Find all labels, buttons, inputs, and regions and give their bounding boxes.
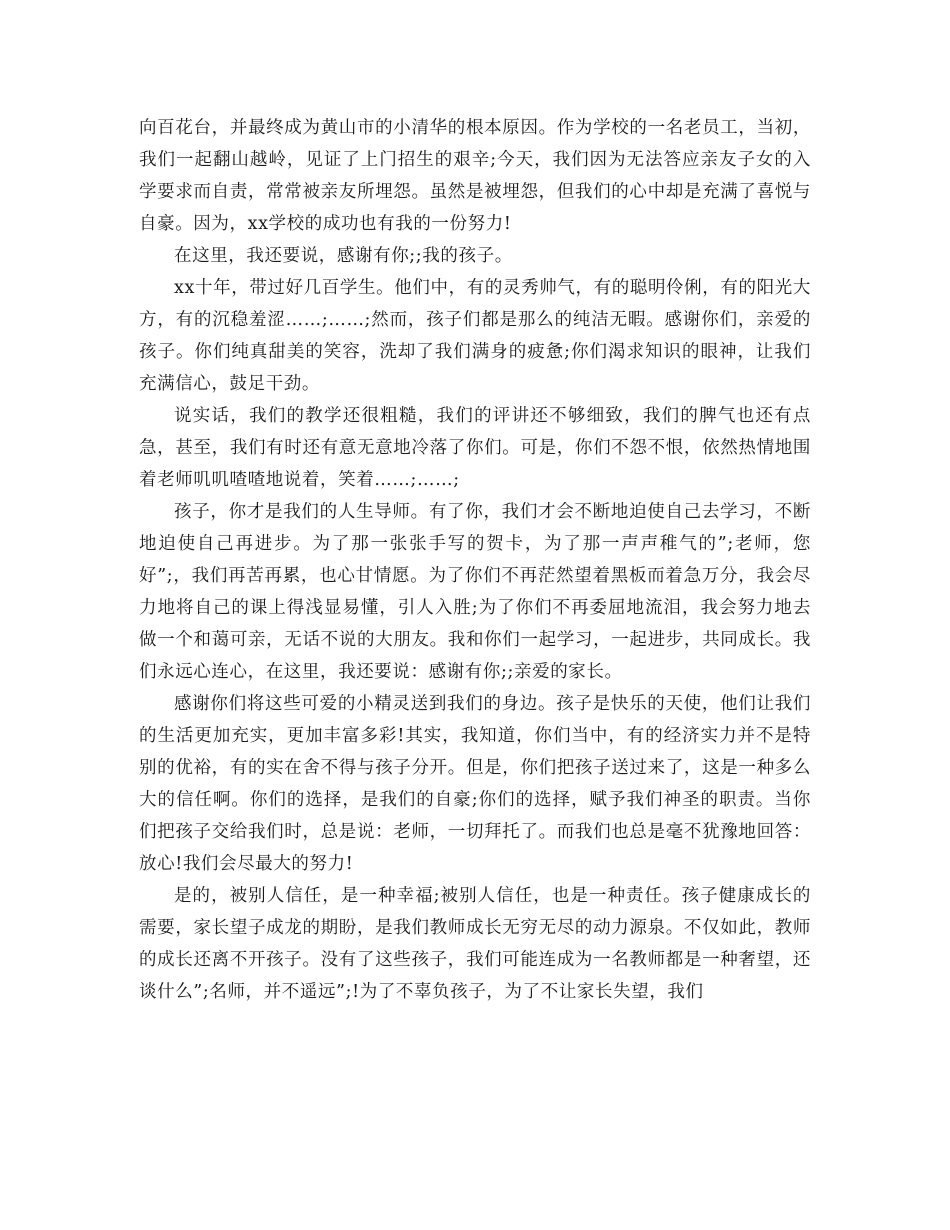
paragraph-7: 是的，被别人信任，是一种幸福;被别人信任，也是一种责任。孩子健康成长的需要，家长望子成龙的期盼，是我们教师成长无穷无尽的动力源泉。不仅如此，教师的成长还离不开孩子。没有了这些孩子，我们可能连成为一名教师都是一种奢望，还谈什么”;名师，并不遥远”;!为了不辜负孩子，为了不让家长失望，我们: [139, 886, 811, 1002]
paragraph-3: xx十年，带过好几百学生。他们中，有的灵秀帅气，有的聪明伶俐，有的阳光大方，有的沉稳羞涩……;……;然而，孩子们都是那么的纯洁无暇。感谢你们，亲爱的孩子。你们纯真甜美的笑容，洗却了我们满身的疲惫;你们渴求知识的眼神，让我们充满信心，鼓足干劲。: [139, 278, 811, 394]
paragraph-6: 感谢你们将这些可爱的小精灵送到我们的身边。孩子是快乐的天使，他们让我们的生活更加充实，更加丰富多彩!其实，我知道，你们当中，有的经济实力并不是特别的优裕，有的实在舍不得与孩子分开。但是，你们把孩子送过来了，这是一种多么大的信任啊。你们的选择，是我们的自豪;你们的选择，赋予我们神圣的职责。当你们把孩子交给我们时，总是说：老师，一切拜托了。而我们也总是毫不犹豫地回答：放心!我们会尽最大的努力!: [139, 694, 811, 874]
document-body: [139, 112, 811, 1008]
paragraph-1: 向百花台，并最终成为黄山市的小清华的根本原因。作为学校的一名老员工，当初，我们一起翻山越岭，见证了上门招生的艰辛;今天，我们因为无法答应亲友子女的入学要求而自责，常常被亲友所埋怨。虽然是被埋怨，但我们的心中却是充满了喜悦与自豪。因为，xx学校的成功也有我的一份努力!: [139, 118, 811, 234]
paragraph-2: 在这里，我还要说，感谢有你;;我的孩子。: [174, 246, 513, 266]
paragraph-4: 说实话，我们的教学还很粗糙，我们的评讲还不够细致，我们的脾气也还有点急，甚至，我们有时还有意无意地冷落了你们。可是，你们不怨不恨，依然热情地围着老师叽叽喳喳地说着，笑着……;……;: [139, 406, 811, 490]
paragraph-5: 孩子，你才是我们的人生导师。有了你，我们才会不断地迫使自己去学习，不断地迫使自己再进步。为了那一张张手写的贺卡，为了那一声声稚气的”;老师，您好”;，我们再苦再累，也心甘情愿。为了你们不再茫然望着黑板而着急万分，我会尽力地将自己的课上得浅显易懂，引人入胜;为了你们不再委屈地流泪，我会努力地去做一个和蔼可亲，无话不说的大朋友。我和你们一起学习，一起进步，共同成长。我们永远心连心，在这里，我还要说：感谢有你;;亲爱的家长。: [139, 502, 811, 682]
